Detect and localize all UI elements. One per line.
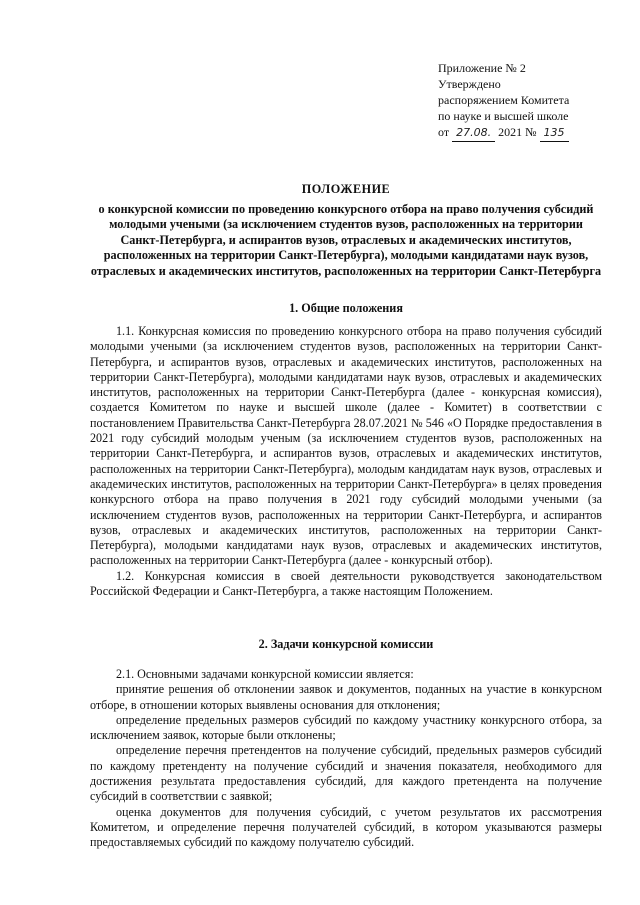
handwritten-date: 27.08. <box>452 125 495 142</box>
approval-year: 2021 № <box>498 125 537 139</box>
document-title <box>90 182 602 279</box>
task-limits: определение предельных размеров субсидий по каждому участнику конкурсного отбора, за исключением заявок, которые были отклонены; <box>90 712 602 743</box>
approval-date-line <box>438 124 608 142</box>
date-prefix: от <box>438 125 450 139</box>
section-1-heading: 1. Общие положения <box>289 301 403 315</box>
approval-authority-cont: по науке и высшей школе <box>438 109 569 123</box>
approved-label: Утверждено <box>438 77 501 91</box>
section-2-heading: 2. Задачи конкурсной комиссии <box>258 637 434 651</box>
task-rejection: принятие решения об отклонении заявок и документов, поданных на участие в конкурсном отборе, в отношении которых выявлены основания для отклонения; <box>90 682 602 712</box>
section-1-body <box>90 324 602 599</box>
handwritten-number: 135 <box>540 125 569 142</box>
task-evaluation: оценка документов для получения субсидий, с учетом результатов их рассмотрения Комитетом, и определение перечня получателей субсидий, в котором указываются размеры предоставляемых субсидий по каждому получателю субсидий. <box>90 804 602 850</box>
section-2-body <box>90 667 602 851</box>
approval-authority: распоряжением Комитета <box>438 93 570 107</box>
title-subtitle: о конкурсной комиссии по проведению конкурсного отбора на право получения субсидий молодыми учеными (за исключением студентов вузов, расположенных на территории Санкт-Петербурга, и аспирантов вузов, отраслевых и академических институтов, расположенных на территории Санкт-Петербурга), молодыми кандидатами наук вузов, отраслевых и академических институтов, расположенных на территории Санкт-Петербурга <box>90 201 602 278</box>
title-main: ПОЛОЖЕНИЕ <box>301 182 391 196</box>
paragraph-1-1: 1.1. Конкурсная комиссия по проведению конкурсного отбора на право получения субсидий молодыми учеными (за исключением студентов вузов, расположенных на территории Санкт-Петербурга, и аспирантов вузов, отраслевых и академических институтов, расположенных на территории Санкт-Петербурга), молодыми кандидатами наук вузов, отраслевых и академических институтов, расположенных на территории Санкт-Петербурга (далее - конкурсная комиссия), создается Комитетом по науке и высшей школе (далее - Комитет) в соответствии с постановлением Правительства Санкт-Петербурга 28.07.2021 № 546 «О Порядке предоставления в 2021 году субсидий молодым ученым (за исключением студентов вузов, расположенных на территории Санкт-Петербурга, и аспирантов вузов, отраслевых и академических институтов, расположенных на территории Санкт-Петербурга), молодым кандидатам наук вузов, отраслевых и академических институтов, расположенных на территории Санкт-Петербурга» в целях проведения конкурсного отбора на право получения в 2021 году субсидий молодыми учеными (за исключением студентов вузов, расположенных на территории Санкт-Петербурга, и аспирантов вузов, отраслевых и академических институтов, расположенных на территории Санкт-Петербурга), молодыми кандидатами наук вузов, отраслевых и академических институтов, расположенных на территории Санкт-Петербурга (далее - конкурсный отбор). <box>90 324 602 568</box>
approval-block <box>438 60 608 142</box>
paragraph-1-2: 1.2. Конкурсная комиссия в своей деятельности руководствуется законодательством Российской Федерации и Санкт-Петербурга, а также настоящим Положением. <box>90 568 602 599</box>
paragraph-2-1: 2.1. Основными задачами конкурсной комиссии является: <box>116 667 414 681</box>
task-applicants: определение перечня претендентов на получение субсидий, предельных размеров субсидий по каждому претенденту на получение субсидий и значения показателя, необходимого для достижения результата предоставления субсидий, для каждого претендента на получение субсидий в соответствии с заявкой; <box>90 743 602 804</box>
appendix-number: Приложение № 2 <box>438 61 526 75</box>
